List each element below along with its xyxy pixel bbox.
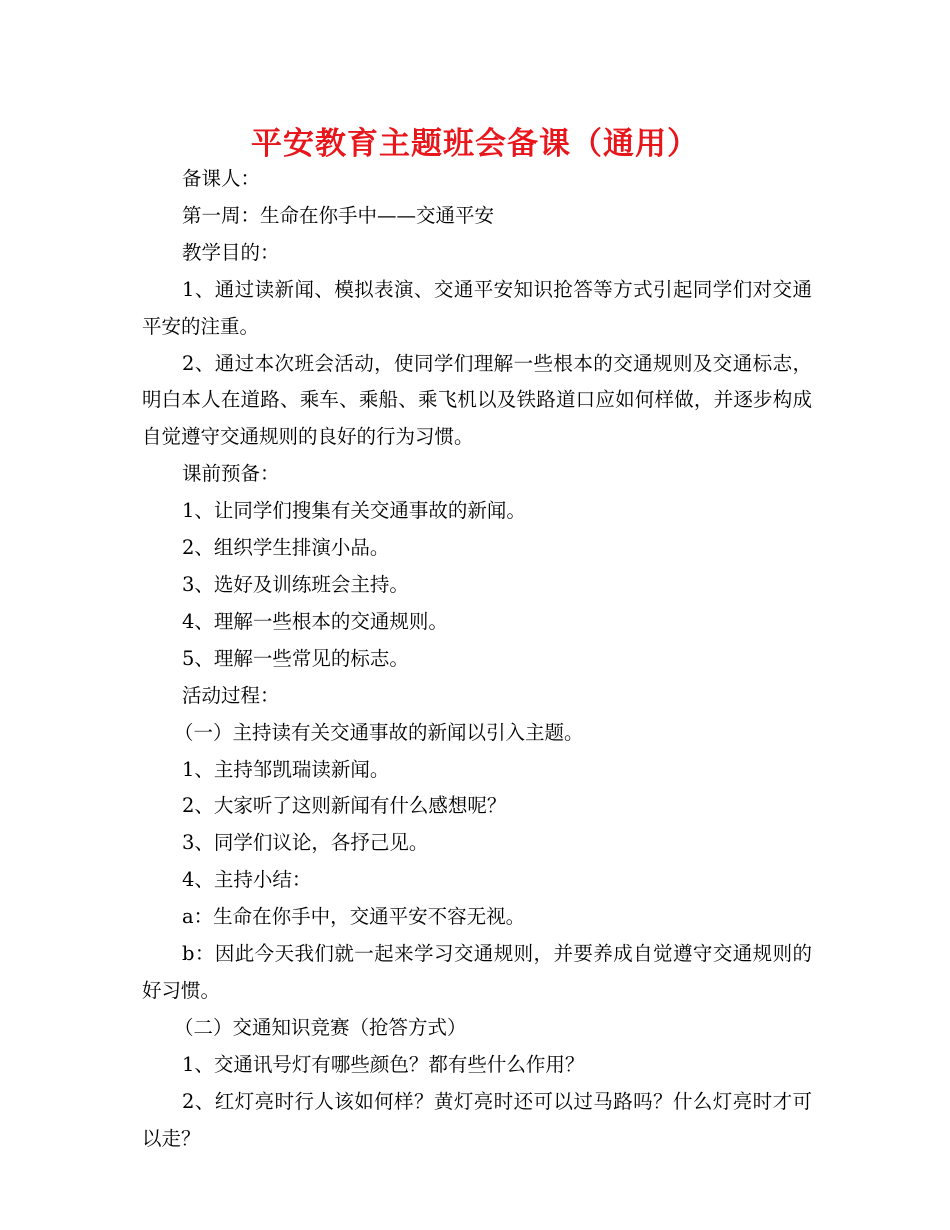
paragraph-prep-1: 1、让同学们搜集有关交通事故的新闻。 bbox=[182, 499, 526, 523]
document-body bbox=[142, 161, 812, 1157]
paragraph-teaching-goals-heading: 教学目的： bbox=[182, 240, 280, 264]
paragraph-goal-1: 1、通过读新闻、模拟表演、交通平安知识抢答等方式引起同学们对交通平安的注重。 bbox=[142, 277, 812, 338]
paragraph-step-2: 2、大家听了这则新闻有什么感想呢？ bbox=[182, 794, 507, 818]
paragraph-prep-5: 5、理解一些常见的标志。 bbox=[182, 646, 409, 670]
paragraph-section-2: （二）交通知识竞赛（抢答方式） bbox=[174, 1015, 467, 1039]
paragraph-summary-a: a：生命在你手中，交通平安不容无视。 bbox=[182, 905, 526, 929]
paragraph-question-1: 1、交通讯号灯有哪些颜色？都有些什么作用？ bbox=[182, 1052, 585, 1076]
paragraph-prep-4: 4、理解一些根本的交通规则。 bbox=[182, 609, 448, 633]
paragraph-step-1: 1、主持邹凯瑞读新闻。 bbox=[182, 757, 390, 781]
paragraph-prep-3: 3、选好及训练班会主持。 bbox=[182, 572, 409, 596]
paragraph-question-2: 2、红灯亮时行人该如何样？黄灯亮时还可以过马路吗？什么灯亮时才可以走？ bbox=[142, 1089, 812, 1150]
paragraph-step-3: 3、同学们议论，各抒己见。 bbox=[182, 831, 429, 855]
paragraph-summary-b: b：因此今天我们就一起来学习交通规则，并要养成自觉遵守交通规则的好习惯。 bbox=[142, 942, 812, 1002]
paragraph-preparation-heading: 课前预备： bbox=[182, 462, 280, 486]
paragraph-prep-2: 2、组织学生排演小品。 bbox=[182, 536, 390, 560]
paragraph-preparer: 备课人： bbox=[182, 167, 261, 190]
paragraph-section-1: （一）主持读有关交通事故的新闻以引入主题。 bbox=[174, 720, 584, 744]
page-title: 平安教育主题班会备课（通用） bbox=[251, 126, 699, 162]
paragraph-step-4: 4、主持小结： bbox=[182, 868, 312, 892]
paragraph-goal-2: 2、通过本次班会活动，使同学们理解一些根本的交通规则及交通标志，明白本人在道路、乘车、乘船、乘飞机以及铁路道口应如何样做，并逐步构成自觉遵守交通规则的良好的行为习惯。 bbox=[142, 351, 812, 449]
paragraph-week-one: 第一周：生命在你手中——交通平安 bbox=[182, 203, 495, 227]
paragraph-process-heading: 活动过程： bbox=[182, 683, 280, 707]
